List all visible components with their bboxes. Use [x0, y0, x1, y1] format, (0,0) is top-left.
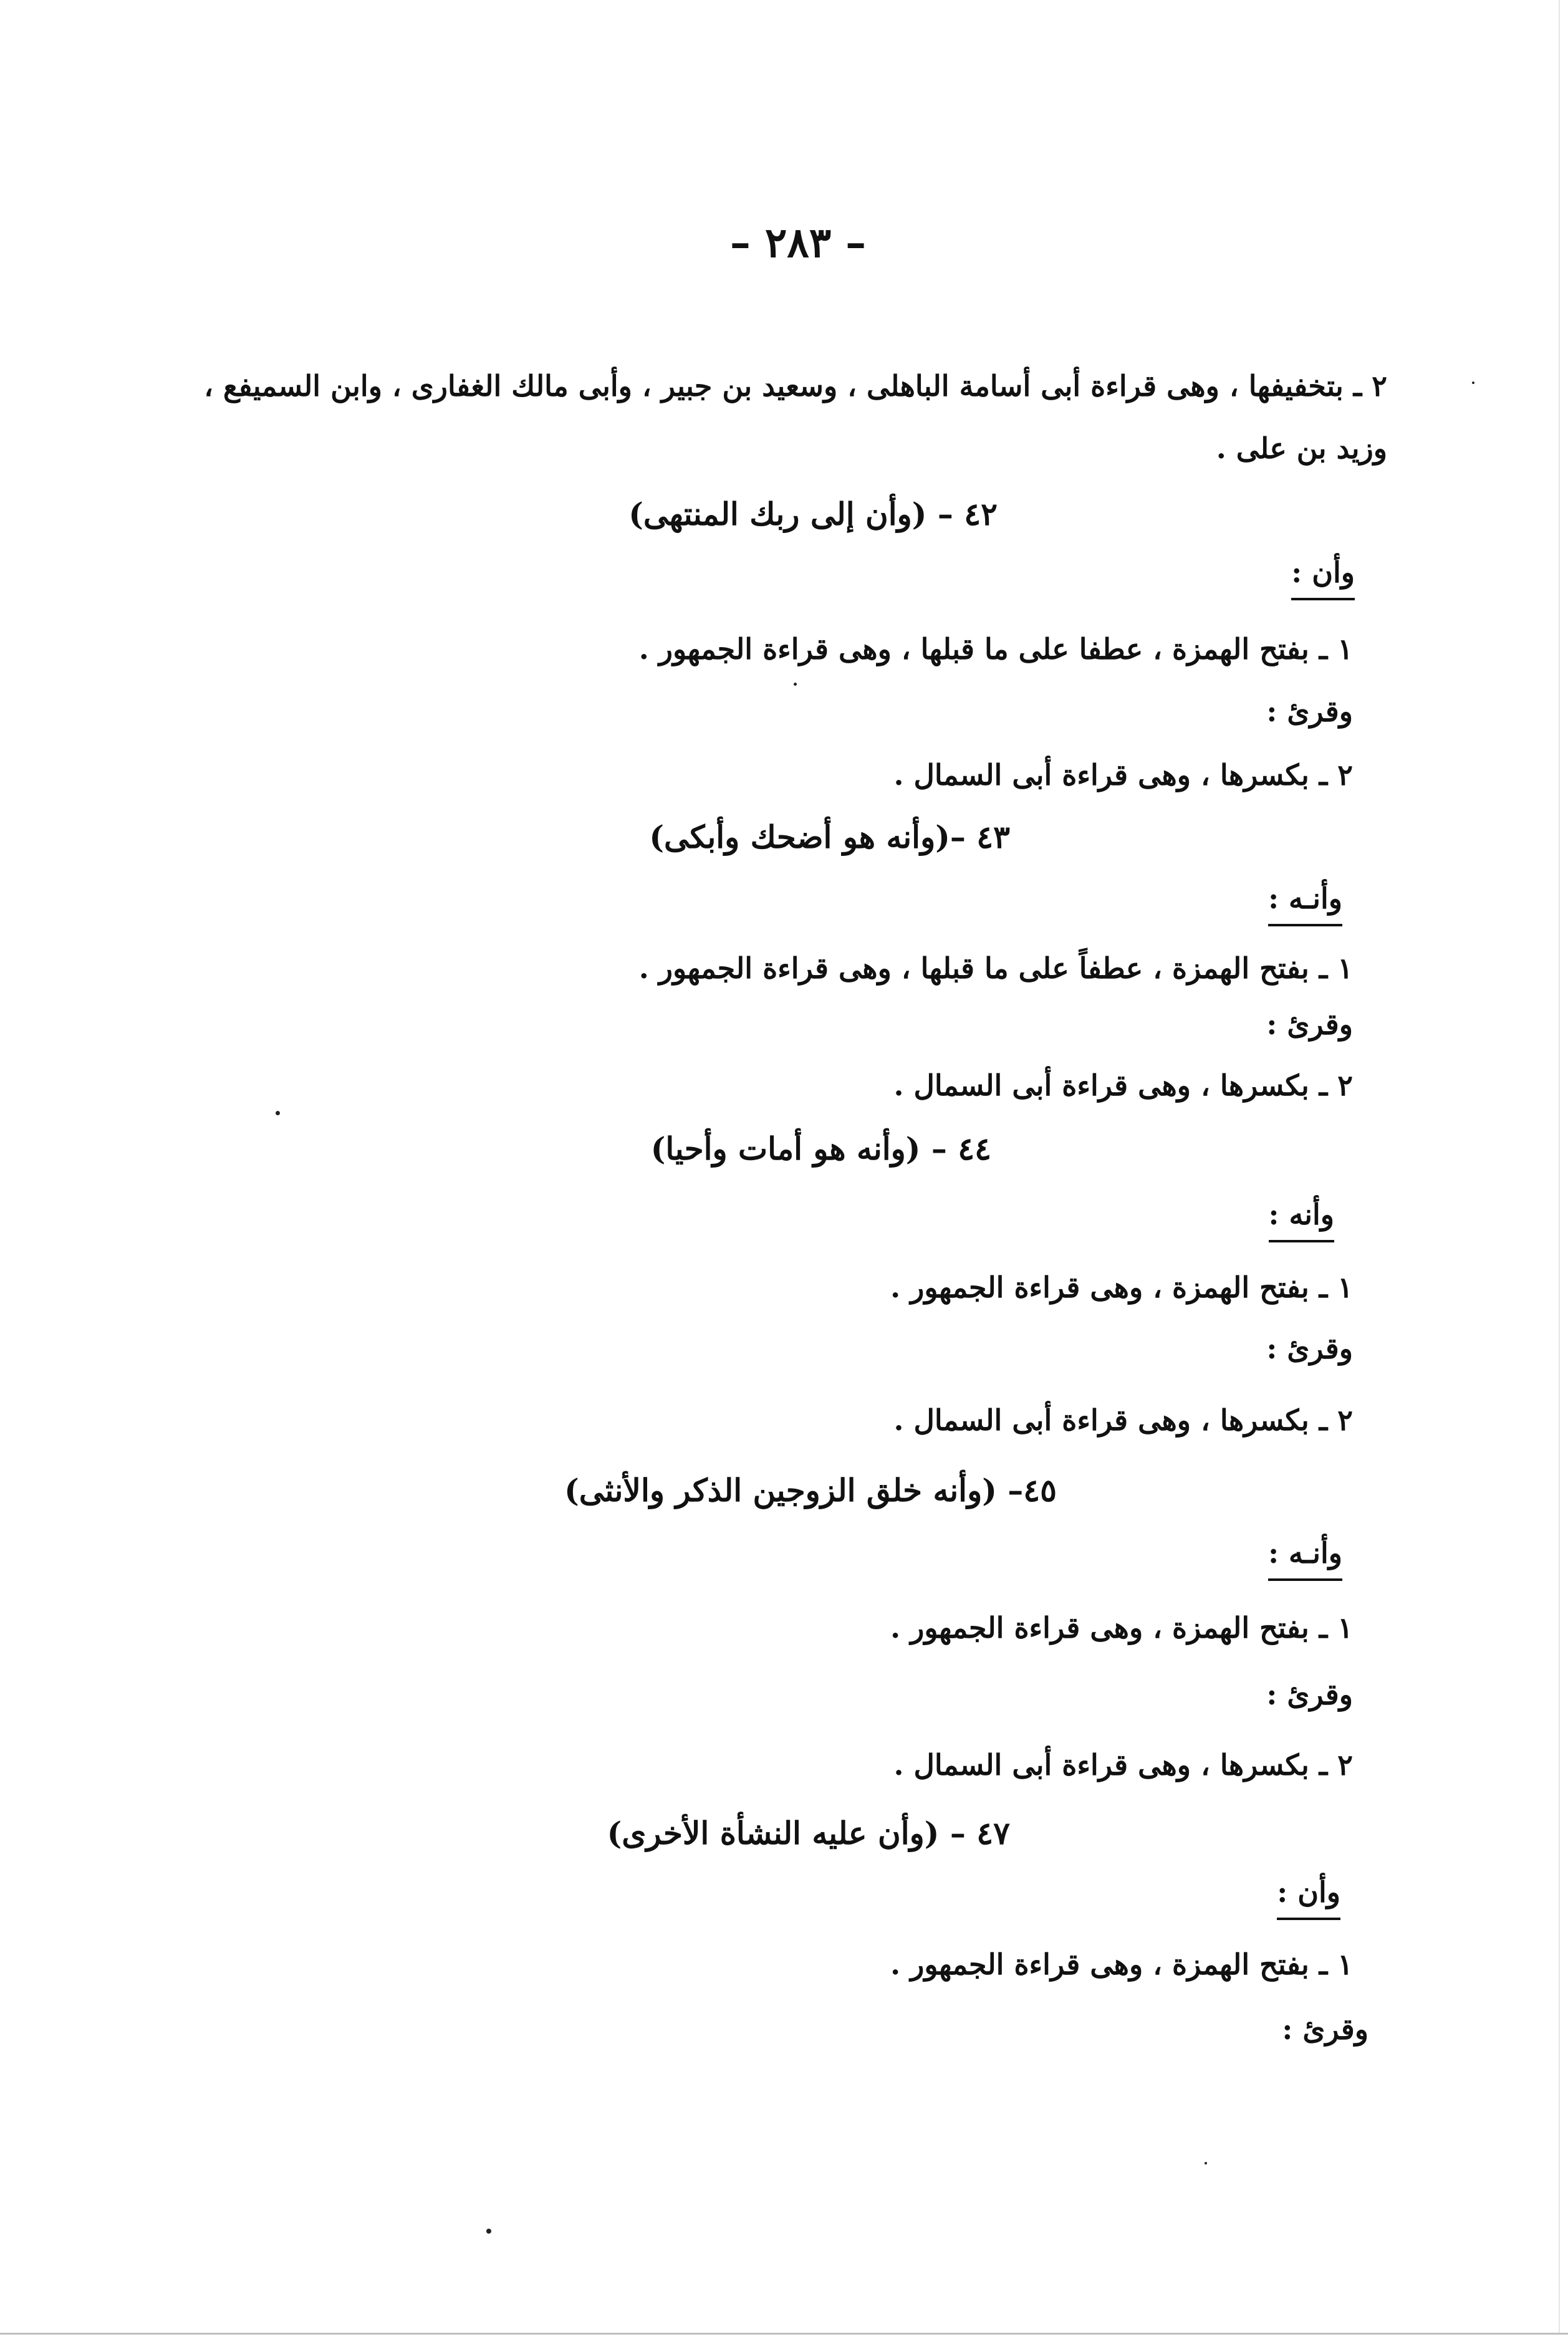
verse-43-heading: ٤٣ –(وأنه هو أضحك وأبكى)	[649, 819, 1010, 855]
intro-line-1: ٢ ـ بتخفيفها ، وهى قراءة أبى أسامة الباهلى ، وسعيد بن جبير ، وأبى مالك الغفارى ، وابن السميفع ،	[204, 369, 1387, 403]
verse-47-label: وأن :	[1277, 1878, 1340, 1920]
verse-43-reading-2: ٢ ـ بكسرها ، وهى قراءة أبى السمال .	[893, 1069, 1353, 1102]
verse-45-label: وأنـه :	[1268, 1539, 1342, 1581]
scan-speck	[1205, 2162, 1207, 2164]
verse-45-reading-2: ٢ ـ بكسرها ، وهى قراءة أبى السمال .	[893, 1748, 1353, 1782]
verse-43-label: وأنـه :	[1268, 884, 1342, 926]
page-edge-bottom	[0, 2333, 1568, 2335]
page-number: – ٢٨٣ –	[729, 218, 867, 267]
verse-44-reading-1: ١ ـ بفتح الهمزة ، وهى قراءة الجمهور .	[890, 1270, 1353, 1304]
verse-42-reading-2: ٢ ـ بكسرها ، وهى قراءة أبى السمال .	[893, 758, 1353, 792]
verse-44-reading-2: ٢ ـ بكسرها ، وهى قراءة أبى السمال .	[893, 1403, 1353, 1437]
verse-43-qari: وقرئ :	[1266, 1007, 1353, 1041]
page-edge-right	[1559, 0, 1560, 2333]
verse-42-reading-1: ١ ـ بفتح الهمزة ، عطفا على ما قبلها ، وهى قراءة الجمهور .	[638, 632, 1353, 666]
verse-47-qari: وقرئ :	[1282, 2012, 1368, 2046]
verse-42-heading: ٤٢ – (وأن إلى ربك المنتهى)	[628, 496, 998, 532]
verse-44-label: وأنه :	[1269, 1200, 1334, 1242]
verse-47-heading: ٤٧ – (وأن عليه النشأة الأخرى)	[607, 1815, 1010, 1852]
scan-speck	[486, 2229, 491, 2234]
verse-43-reading-1: ١ ـ بفتح الهمزة ، عطفاً على ما قبلها ، وهى قراءة الجمهور .	[638, 951, 1353, 985]
scan-speck	[794, 683, 797, 686]
verse-45-heading: ٤٥– (وأنه خلق الزوجين الذكر والأنثى)	[564, 1472, 1057, 1509]
verse-45-qari: وقرئ :	[1266, 1678, 1353, 1711]
verse-42-qari: وقرئ :	[1266, 694, 1353, 728]
scan-speck	[276, 1111, 280, 1115]
verse-42-label: وأن :	[1291, 558, 1355, 600]
scan-speck	[1472, 382, 1474, 384]
verse-44-heading: ٤٤ – (وأنه هو أمات وأحيا)	[650, 1130, 991, 1167]
intro-line-2: وزيد بن على .	[1216, 431, 1387, 465]
verse-44-qari: وقرئ :	[1266, 1332, 1353, 1365]
verse-45-reading-1: ١ ـ بفتح الهمزة ، وهى قراءة الجمهور .	[890, 1611, 1353, 1645]
verse-47-reading-1: ١ ـ بفتح الهمزة ، وهى قراءة الجمهور .	[890, 1948, 1353, 1981]
